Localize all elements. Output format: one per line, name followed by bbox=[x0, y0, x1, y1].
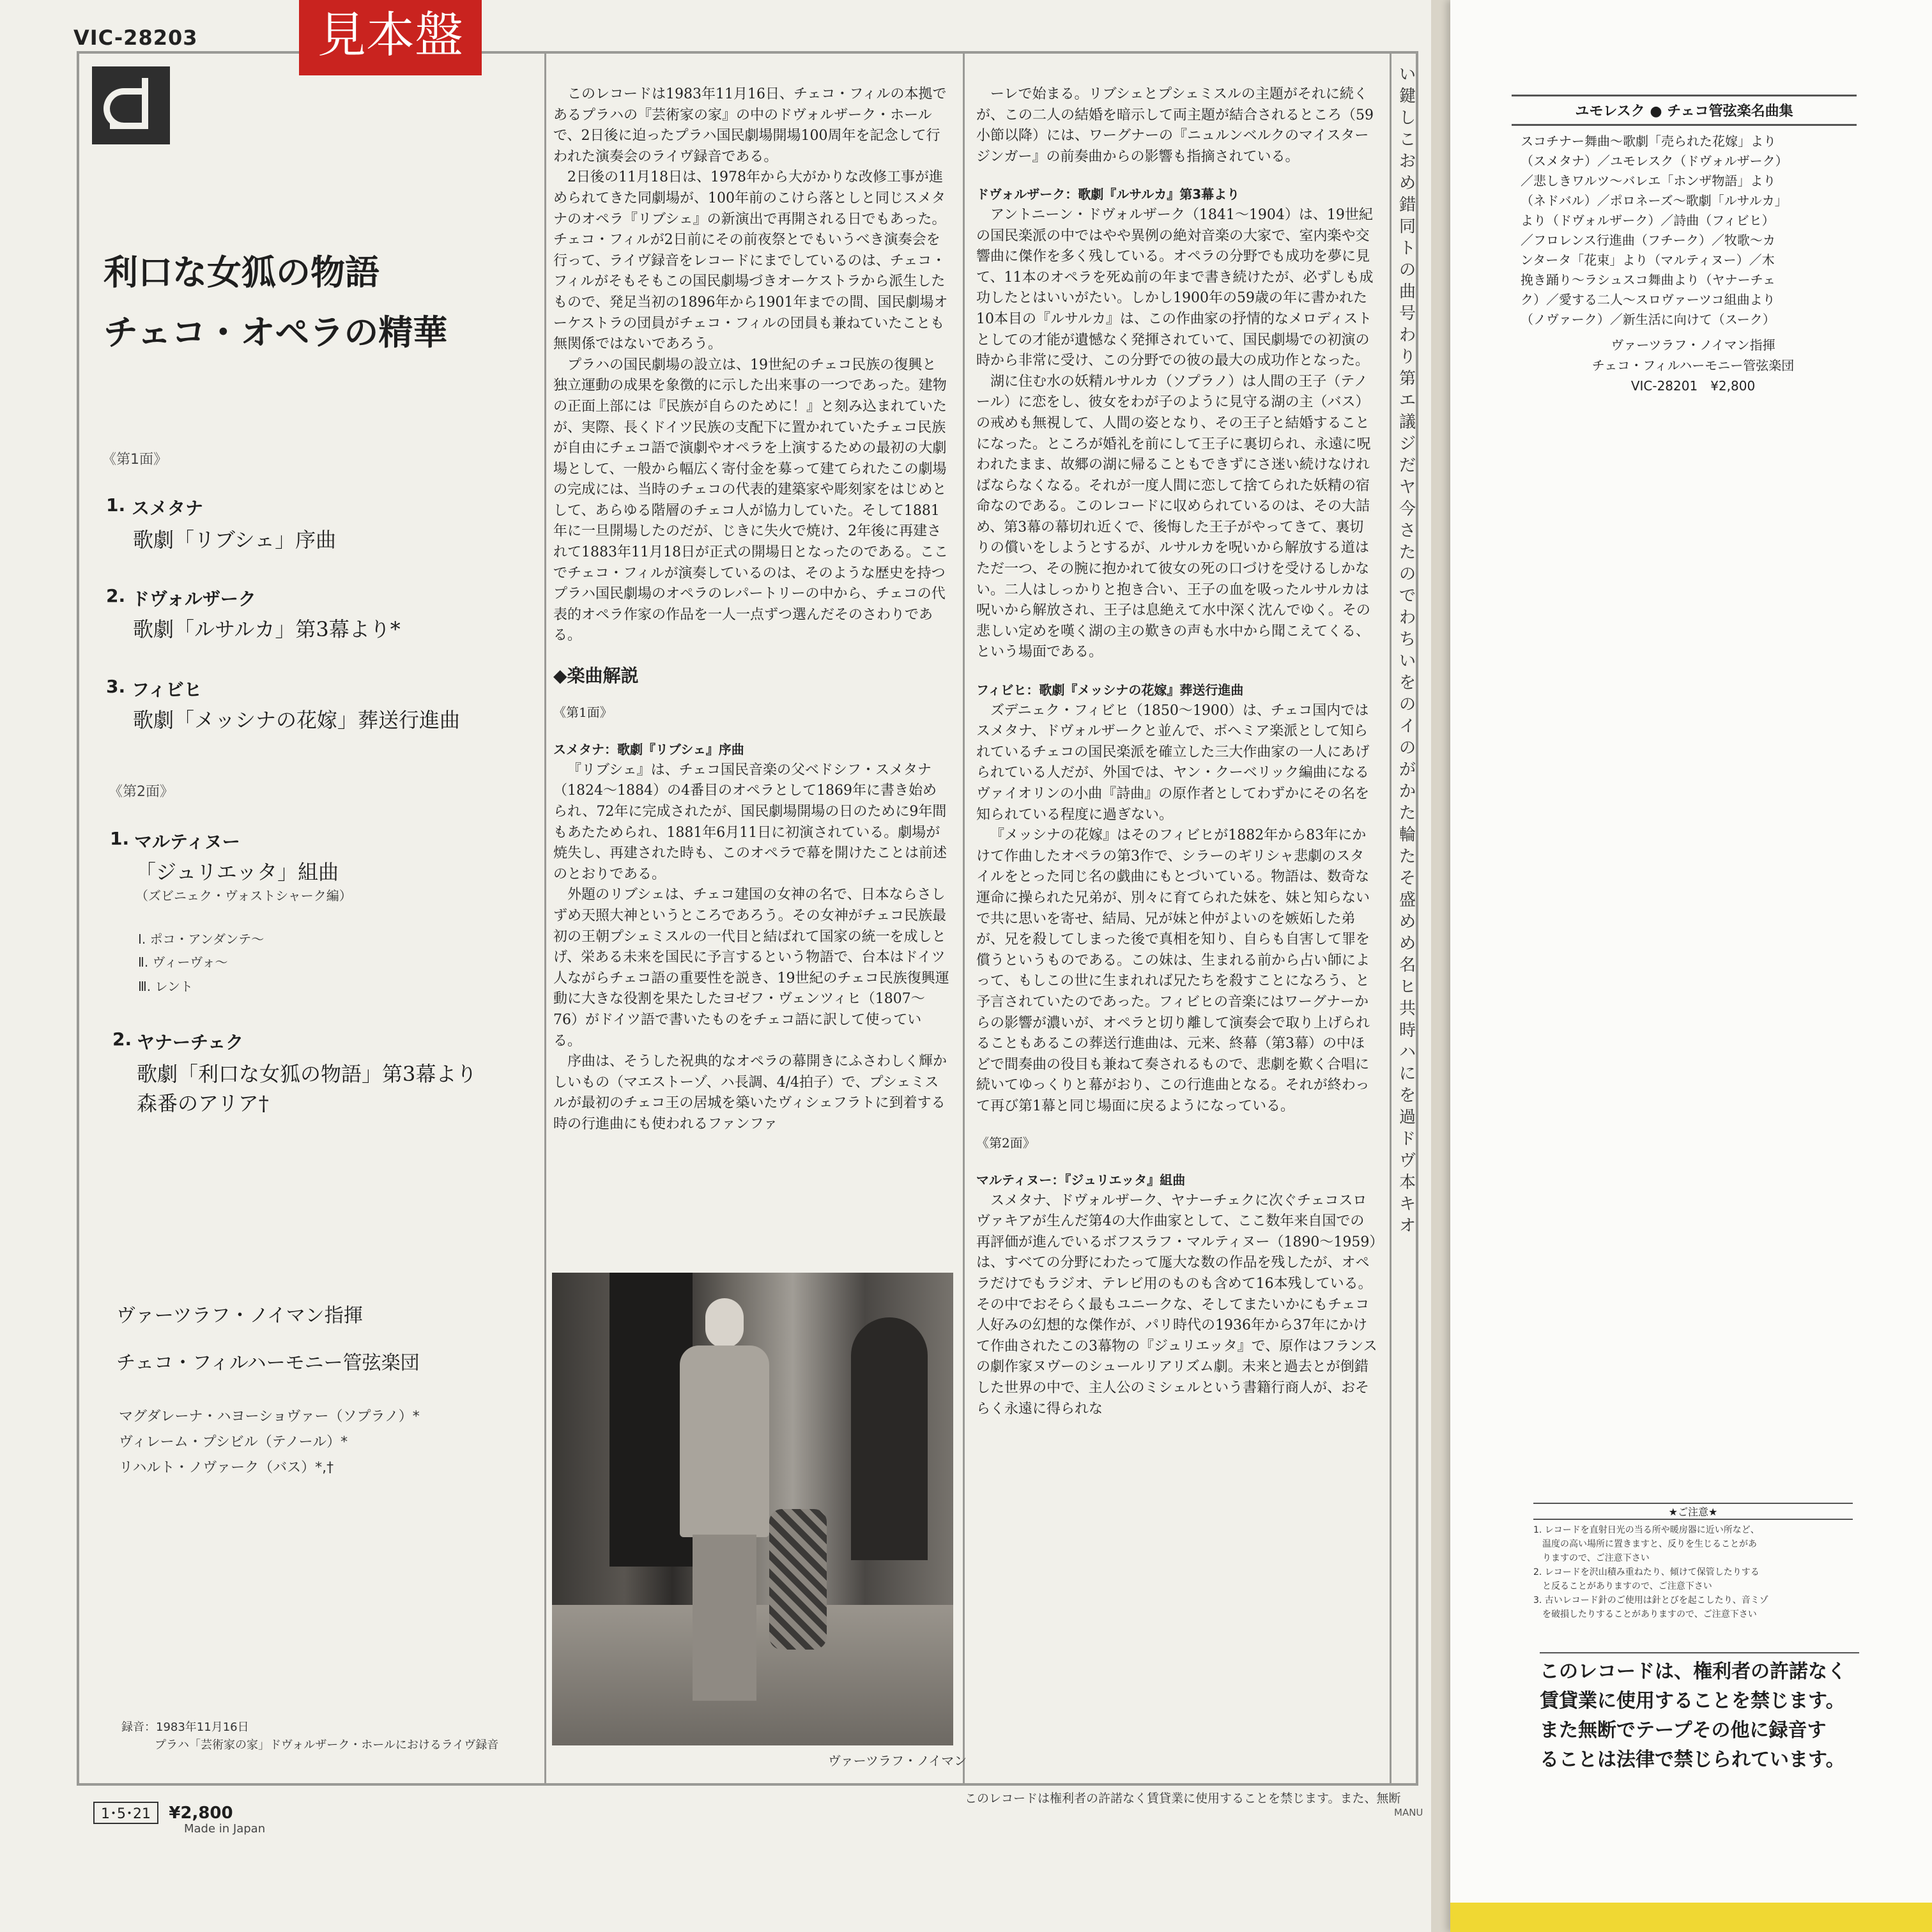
side-label: 《第2面》 bbox=[976, 1135, 1036, 1151]
conductor-photo bbox=[552, 1273, 953, 1745]
soloist-credit: リハルト・ノヴァーク（バス）*,† bbox=[119, 1460, 334, 1476]
liner-notes-column-1 bbox=[553, 84, 949, 1135]
yellow-band bbox=[1450, 1903, 1932, 1932]
edge-char: か bbox=[1399, 782, 1416, 801]
soloist-credit: ヴィレーム・プシビル（テノール）* bbox=[119, 1434, 348, 1450]
recording-venue: プラハ「芸術家の家」ドヴォルザーク・ホールにおけるライヴ録音 bbox=[155, 1738, 499, 1752]
track-work: 歌劇「リブシェ」序曲 bbox=[133, 528, 337, 552]
edge-char: 過 bbox=[1399, 1108, 1416, 1127]
edge-char: に bbox=[1399, 1064, 1416, 1084]
track-composer: ドヴォルザーク bbox=[132, 588, 256, 610]
track-number: 1. bbox=[106, 494, 126, 516]
manufacturer-label: MANU bbox=[1394, 1807, 1423, 1818]
track-composer: ヤナーチェク bbox=[137, 1032, 244, 1053]
work-heading: マルティヌー：『ジュリエッタ』組曲 bbox=[976, 1172, 1186, 1188]
catalog-number: VIC-28203 bbox=[73, 26, 198, 50]
movement-item: Ⅲ. レント bbox=[138, 979, 194, 994]
edge-char: 曲 bbox=[1399, 282, 1416, 302]
edge-char: 今 bbox=[1399, 500, 1416, 519]
insert-list-line: ／悲しきワルツ～バレエ「ホンザ物語」より bbox=[1521, 173, 1776, 188]
insert-list-line: （ノヴァーク）／新生活に向けて（スーク） bbox=[1521, 312, 1775, 327]
track-work: 「ジュリエッタ」組曲 bbox=[135, 860, 339, 884]
column-divider bbox=[1390, 51, 1392, 1786]
price: ¥2,800 bbox=[169, 1804, 233, 1823]
paragraph: 外題のリブシェは、チェコ建国の女神の名で、日本ならさしずめ天照大神というところであろう。その女神がチェコ民族最初の王朝プシェミスルの一代目と結ばれて国家の統一を成しとげ、栄ある未来を国民に予言するという物語で、台本はドイツ人ながらチェコ語の重要性を説き、19世紀のチェコ民族復興運動に大きな役割を果たしたヨゼフ・ヴェンツィヒ（1807～76）がドイツ語で書いたものをチェコ語に訳して使っている。 bbox=[553, 887, 949, 1049]
edge-char: た bbox=[1399, 804, 1416, 823]
edge-char: エ bbox=[1399, 391, 1416, 410]
insert-list-line: ／フロレンス行進曲（フチーク）／牧歌～カ bbox=[1521, 233, 1775, 248]
column-divider bbox=[544, 51, 546, 1786]
insert-conductor: ヴァーツラフ・ノイマン指揮 bbox=[1611, 337, 1775, 353]
paragraph: 湖に住む水の妖精ルサルカ（ソプラノ）は人間の王子（テノール）に恋をし、彼女をわが子のように見守る湖の主（バス）の戒めも無視して、人間の姿となり、その王子と結婚することになった。ところが婚礼を前にして王子に裏切られ、永遠に呪われたまま、故郷の湖に帰ることもできずにさ迷い続けなければならなくなる。それが一度人間に恋して捨てられた妖精の宿命なのである。このレコードに収められているのは、その大詰め、第3幕の幕切れ近くで、後悔した王子がやってきて、裏切りの償いをしようとするが、ルサルカを呪いから解放する道はただ一つ、その腕に抱かれて彼女の死の口づけを受けるしかない。二人はしっかりと抱き合い、王子の血を吸ったルサルカは呪いから解放され、王子は息絶えて水中深く沈んでゆく。その悲しい定めを嘆く湖の主の歎きの声も水中から聞こえてくる、という場面である。 bbox=[976, 373, 1371, 661]
track-number: 3. bbox=[106, 676, 126, 697]
paragraph: このレコードは1983年11月16日、チェコ・フィルの本拠であるプラハの『芸術家の家』の中のドヴォルザーク・ホールで、2日後に迫ったプラハ国民劇場開場100周年を記念して行われた演奏会のライヴ録音である。 bbox=[553, 86, 947, 165]
recording-date: 録音：1983年11月16日 bbox=[121, 1721, 249, 1734]
track-number: 1. bbox=[110, 828, 130, 849]
caution-line: 3. 古いレコード針のご使用は針とびを起こしたり、音ミゾ bbox=[1533, 1595, 1768, 1606]
recording-info bbox=[121, 1719, 498, 1754]
edge-char: 本 bbox=[1399, 1173, 1416, 1192]
insert-list-line: スコチナー舞曲～歌劇「売られた花嫁」より bbox=[1521, 134, 1776, 149]
caution-line: 温度の高い場所に置きますと、反りを生じることがあ bbox=[1533, 1539, 1757, 1549]
side-label: 《第1面》 bbox=[553, 704, 613, 720]
caution-line: りますので、ご注意下さい bbox=[1533, 1553, 1650, 1563]
liner-notes-column-2 bbox=[976, 84, 1377, 1420]
paragraph: スメタナ、ドヴォルザーク、ヤナーチェクに次ぐチェコスロヴァキアが生んだ第4の大作曲家として、ここ数年来自国での再評価が進んでいるボフスラフ・マルティヌー（1890～1959）は、すべての分野にわたって厖大な数の作品を残したが、オペラだけでもラジオ、テレビ用のものも含めて16本残している。その中でおそらく最もユニークな、そしてまたいかにもチェコ人好みの幻想的な傑作が、パリ時代の1936年から37年にかけて作曲されたこの3幕物の『ジュリエッタ』で、原作はフランスの劇作家ヌヴーのシュールリアリズム劇。未来と過去とが倒錯した世界の中で、主人公のミシェルという書籍行商人が、おそらく永遠に得られな bbox=[976, 1192, 1377, 1417]
paragraph: ーレで始まる。リブシェとプシェミスルの主題がそれに続くが、この二人の結婚を暗示して両主題が結合されるところ（59小節以降）には、ワーグナーの『ニュルンベルクのマイスタージンガー』の前奏曲からの影響も指摘されている。 bbox=[976, 86, 1374, 165]
edge-char: た bbox=[1399, 543, 1416, 562]
track-work: 歌劇「メッシナの花嫁」葬送行進曲 bbox=[133, 708, 461, 732]
copyright-warning bbox=[1540, 1652, 1859, 1775]
photo-caption: ヴァーツラフ・ノイマン bbox=[828, 1753, 967, 1768]
sample-label: 見本盤 bbox=[299, 0, 482, 75]
edge-char: イ bbox=[1399, 717, 1416, 736]
edge-char: ヒ bbox=[1399, 977, 1416, 997]
insert-list-line: 挽き踊り～ラシュスコ舞曲より（ヤナーチェ bbox=[1521, 272, 1775, 288]
edge-char: お bbox=[1399, 152, 1416, 171]
work-heading: フィビヒ：歌劇『メッシナの花嫁』葬送行進曲 bbox=[976, 682, 1244, 698]
track-composer: マルティヌー bbox=[134, 831, 240, 852]
caution-line: 1. レコードを直射日光の当る所や暖房器に近い所など、 bbox=[1533, 1525, 1759, 1535]
edge-char: 第 bbox=[1399, 369, 1416, 388]
side1-label: 《第1面》 bbox=[102, 452, 167, 468]
paragraph: 2日後の11月18日は、1978年から大がかりな改修工事が進められてきた同劇場が、100年前のこけら落としと同じスメタナのオペラ『リブシェ』の新演出で再開される日でもあった。チェコ・フィルが2日前にその前夜祭とでもいうべき演奏会を行って、ライヴ録音をレコードにまでしているのは、チェコ・フィルがそもそもこの国民劇場づきオーケストラから派生したもので、発足当初の1896年から1901年までの間、国民劇場オーケストラの団員がチェコ・フィルの団員も兼ねていたことも無関係ではないであろう。 bbox=[553, 169, 948, 353]
edge-char: ト bbox=[1399, 239, 1416, 258]
warning-line: また無断でテープその他に録音す bbox=[1540, 1719, 1827, 1742]
edge-char: を bbox=[1399, 1086, 1416, 1105]
edge-char: を bbox=[1399, 673, 1416, 693]
edge-char: い bbox=[1399, 65, 1416, 84]
edge-char: 輪 bbox=[1399, 825, 1416, 845]
edge-char: 名 bbox=[1399, 956, 1416, 975]
track-arranger: （ズビニェク・ヴォストシャーク編） bbox=[135, 888, 352, 903]
track-composer: スメタナ bbox=[132, 498, 204, 519]
edge-char: が bbox=[1399, 760, 1416, 779]
edge-char: 同 bbox=[1399, 217, 1416, 236]
caution-line: を破損したりすることがありますので、ご注意下さい bbox=[1533, 1609, 1757, 1620]
edge-char: 錯 bbox=[1399, 195, 1416, 215]
edge-char: 鍵 bbox=[1399, 87, 1416, 106]
edge-char: 号 bbox=[1399, 304, 1416, 323]
insert-list-line: より（ドヴォルザーク）／詩曲（フィビヒ） bbox=[1521, 213, 1775, 228]
track-work: 歌劇「利口な女狐の物語」第3幕より bbox=[137, 1062, 477, 1086]
paragraph: アントニーン・ドヴォルザーク（1841～1904）は、19世紀の国民楽派の中ではやや異例の絶対音楽の大家で、室内楽や交響曲に傑作を多く残している。オペラの分野でも成功を夢に見て、11本のオペラを死ぬ前の年まで書き続けたが、必ずしも成功したとはいいがたい。しかし1900年の59歳の年に書かれた10本目の『ルサルカ』は、この作曲家の抒情的なメロディストとしての才能が遺憾なく発揮されていて、国民劇場での初演の時から非常に受け、この分野での彼の最大の成功作となった。 bbox=[976, 206, 1374, 369]
warning-line: このレコードは、権利者の許諾なく bbox=[1540, 1660, 1846, 1683]
edge-char: の bbox=[1399, 739, 1416, 758]
hidden-column-edge bbox=[1399, 64, 1425, 1237]
insert-title: ユモレスク ● チェコ管弦楽名曲集 bbox=[1512, 95, 1857, 126]
price-code: 1･5･21 bbox=[93, 1802, 158, 1824]
side2-label: 《第2面》 bbox=[109, 784, 174, 800]
edge-char: の bbox=[1399, 695, 1416, 714]
warning-line: 賃貸業に使用することを禁じます。 bbox=[1540, 1690, 1845, 1712]
edge-char: ド bbox=[1399, 1130, 1416, 1149]
edge-char: の bbox=[1399, 261, 1416, 280]
insert-track-list bbox=[1521, 132, 1878, 330]
paragraph: 『メッシナの花嫁』はそのフィビヒが1882年から83年にかけて作曲したオペラの第3作で、シラーのギリシャ悲劇のスタイルをとった同じ名の戯曲にもとづいている。物語は、数奇な運命に操られた兄弟が、別々に育てられた妹を、妹と知らないで共に思いを寄せ、結局、兄が妹と仲がよいのを嫉妬した弟が、兄を殺してしまった後で真相を知り、自らも自害して罪を償うというものである。この妹は、生まれる前から占い師によって、もしこの世に生まれれば兄たちを殺すことになろう、と予言されていたのであった。フィビヒの音楽にはワーグナーからの影響が濃いが、オペラと切り離して演奏会で取り上げられることもあるこの葬送行進曲は、元来、終幕（第3幕）の中ほどで間奏曲の役目も兼ねて奏されるもので、悲劇を歎く合唱に続いてゆっくりと幕がおり、この行進曲となる。それが終わって再び第1幕と同じ場面に戻るようになっている。 bbox=[976, 827, 1370, 1114]
caution-line: と反ることがありますので、ご注意下さい bbox=[1533, 1581, 1712, 1591]
track-number: 2. bbox=[112, 1029, 132, 1050]
edge-char: い bbox=[1399, 652, 1416, 671]
edge-char: 共 bbox=[1399, 999, 1416, 1018]
obi-insert bbox=[1450, 0, 1932, 1932]
edge-char: め bbox=[1399, 934, 1416, 953]
edge-char: 盛 bbox=[1399, 891, 1416, 910]
track-work: 歌劇「ルサルカ」第3幕より* bbox=[133, 617, 401, 641]
rental-notice: このレコードは権利者の許諾なく賃貸業に使用することを禁じます。また、無断 bbox=[965, 1791, 1401, 1805]
edge-char: さ bbox=[1399, 521, 1416, 540]
price-info bbox=[93, 1802, 233, 1824]
edge-char: わ bbox=[1399, 608, 1416, 627]
paragraph: 『リブシェ』は、チェコ国民音楽の父ベドシフ・スメタナ（1824～1884）の4番目のオペラとして1869年に書き始められ、72年に完成されたが、国民劇場開場の日のために9年間もあたためられ、1881年6月11日に初演されている。劇場が焼失し、再建された時も、このオペラで幕を開けたことは前述のとおりである。 bbox=[553, 762, 947, 882]
edge-char: 議 bbox=[1399, 413, 1416, 432]
edge-char: キ bbox=[1399, 1195, 1416, 1214]
orchestra-credit: チェコ・フィルハーモニー管弦楽団 bbox=[116, 1352, 420, 1374]
edge-char: だ bbox=[1399, 456, 1416, 475]
edge-char: で bbox=[1399, 586, 1416, 606]
caution-list bbox=[1533, 1523, 1853, 1621]
edge-char: 時 bbox=[1399, 1021, 1416, 1040]
edge-char: ハ bbox=[1399, 1043, 1416, 1062]
album-title: 利口な女狐の物語 bbox=[103, 252, 379, 293]
conductor-credit: ヴァーツラフ・ノイマン指揮 bbox=[116, 1305, 363, 1327]
edge-char: し bbox=[1399, 109, 1416, 128]
insert-list-line: （ネドバル）／ポロネーズ～歌劇「ルサルカ」 bbox=[1521, 193, 1788, 208]
edge-char: り bbox=[1399, 348, 1416, 367]
caution-title: ★ご注意★ bbox=[1533, 1503, 1853, 1520]
insert-list-line: ク）／愛する二人～スロヴァーツコ組曲より bbox=[1521, 292, 1775, 307]
paragraph: ズデニェク・フィビヒ（1850～1900）は、チェコ国内ではスメタナ、ドヴォルザークと並んで、ボヘミア楽派として知られているチェコの国民楽派を確立した三大作曲家の一人にあげられている人だが、外国では、ヤン・クーベリック編曲になるヴァイオリンの小曲『詩曲』の原作者としてわずかにその名を知られている程度に過ぎない。 bbox=[976, 702, 1370, 823]
label-logo bbox=[92, 66, 170, 144]
caution-line: 2. レコードを沢山積み重ねたり、傾けて保管したりする bbox=[1533, 1567, 1759, 1577]
track-number: 2. bbox=[106, 585, 126, 606]
column-divider bbox=[963, 51, 965, 1786]
edge-char: た bbox=[1399, 847, 1416, 866]
track-composer: フィビヒ bbox=[132, 679, 202, 700]
insert-orchestra: チェコ・フィルハーモニー管弦楽団 bbox=[1591, 358, 1795, 373]
edge-char: め bbox=[1399, 174, 1416, 193]
paragraph: プラハの国民劇場の設立は、19世紀のチェコ民族の復興と独立運動の成果を象徴的に示した出来事の一つであった。建物の正面上部には『民族が自らのために！』と刻み込まれていたが、実際、長くドイツ民族の支配下に置かれていたチェコ民族が自由にチェコ語で演劇やオペラを上演するための最初の大劇場として、一般から幅広く寄付金を募って建てられたこの劇場の完成には、当時のチェコの代表的建築家や彫刻家をはじめとして、あらゆる階層のチェコ人が協力していた。そして1881年に一旦開場したのだが、じきに失火で焼け、2年後に再建されて1883年11月18日が正式の開場日となったのである。ここでチェコ・フィルが演奏しているのは、そのような歴史を持つプラハ国民劇場のオペラのレパートリーの中から、チェコの代表的オペラ作家の作品を一人一点ずつ選んだそのさわりである。 bbox=[553, 356, 948, 644]
edge-char: ち bbox=[1399, 630, 1416, 649]
track-work: 森番のアリア† bbox=[137, 1091, 269, 1116]
paragraph: 序曲は、そうした祝典的なオペラの幕開きにふさわしく輝かしいもの（マエストーゾ、ハ長調、4/4拍子）で、プシェミスルが最初のチェコ王の居城を築いたヴィシェフラトに到着する時の行進曲にも使われるファンファ bbox=[553, 1054, 947, 1132]
edge-char: め bbox=[1399, 912, 1416, 931]
edge-char: オ bbox=[1399, 1216, 1416, 1236]
edge-char: の bbox=[1399, 565, 1416, 584]
edge-char: ジ bbox=[1399, 434, 1416, 454]
movement-item: Ⅱ. ヴィーヴォ～ bbox=[138, 954, 228, 970]
album-subtitle: チェコ・オペラの精華 bbox=[103, 312, 448, 353]
edge-char: そ bbox=[1399, 869, 1416, 888]
insert-list-line: ンタータ「花束」より（マルティヌー）／木 bbox=[1521, 252, 1775, 268]
work-heading: スメタナ：歌劇『リブシェ』序曲 bbox=[553, 742, 744, 758]
warning-line: ることは法律で禁じられています。 bbox=[1540, 1749, 1845, 1771]
insert-list-line: （スメタナ）／ユモレスク（ドヴォルザーク） bbox=[1521, 153, 1788, 169]
insert-catalog: VIC-28201 ¥2,800 bbox=[1630, 378, 1756, 394]
made-in-label: Made in Japan bbox=[184, 1822, 266, 1836]
edge-char: ヤ bbox=[1399, 478, 1416, 497]
edge-char: こ bbox=[1399, 130, 1416, 150]
work-heading: ドヴォルザーク：歌劇『ルサルカ』第3幕より bbox=[976, 187, 1240, 203]
movement-item: Ⅰ. ポコ・アンダンテ～ bbox=[138, 931, 264, 947]
edge-char: ヴ bbox=[1399, 1151, 1416, 1170]
section-heading: ◆楽曲解説 bbox=[553, 665, 639, 687]
edge-char: わ bbox=[1399, 326, 1416, 345]
soloist-credit: マグダレーナ・ハヨーショヴァー（ソプラノ）* bbox=[119, 1409, 420, 1425]
